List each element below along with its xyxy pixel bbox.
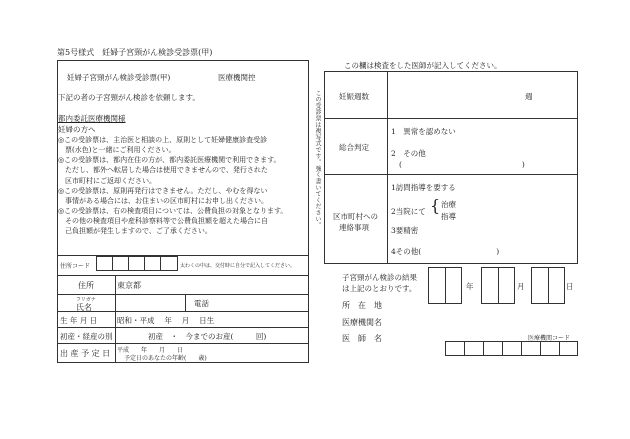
- divider: [483, 341, 484, 356]
- divider: [57, 311, 309, 312]
- divider: [502, 341, 503, 356]
- notice-line: 区市町村にご返却ください。: [58, 176, 156, 185]
- divider: [324, 118, 578, 119]
- facility-name-label: 医療機関名: [342, 318, 382, 327]
- weeks-field[interactable]: [389, 73, 575, 116]
- brace-icon: {: [430, 196, 441, 215]
- doctor-name-label: 医 師 名: [342, 334, 382, 343]
- notice-heading: 妊婦の方へ: [58, 125, 96, 134]
- year-label: 年: [466, 282, 474, 291]
- divider: [445, 267, 446, 304]
- birth-label: 生 年 月 日: [60, 316, 98, 325]
- notice-line: 事情がある場合には、お住まいの区市町村にお申し出ください。: [58, 196, 268, 205]
- due-age-field[interactable]: 予定日のあなたの年齢( 歳): [124, 355, 207, 362]
- day-label: 日: [566, 282, 574, 291]
- contact-option-2a[interactable]: 治療: [441, 200, 456, 209]
- contact-option-2b[interactable]: 指導: [441, 212, 456, 221]
- divider: [57, 327, 309, 328]
- divider: [57, 255, 309, 256]
- contact-option-2[interactable]: 2当院にて: [391, 207, 426, 216]
- divider: [464, 341, 465, 356]
- notice-lines: [58, 135, 287, 236]
- divider: [521, 341, 522, 356]
- weeks-unit: 週: [525, 92, 533, 101]
- weeks-label: 妊娠週数: [339, 92, 369, 101]
- notice-line: ◎この受診票は、都内在住の方が、都内委託医療機関で利用できます。: [58, 156, 281, 165]
- divider: [498, 267, 499, 304]
- notice-line: ◎この受診票は、右の検査項目については、公費負担の対象となります。: [58, 206, 288, 215]
- name-label: 氏名: [76, 303, 92, 312]
- judgement-option-2[interactable]: 2 その他: [391, 149, 426, 158]
- divider: [57, 343, 309, 344]
- notice-line: ◎この受診票は、原則再発行はできません。ただし、やむを得ない: [58, 186, 268, 195]
- divider: [387, 71, 388, 264]
- jusho-code-boxes[interactable]: [96, 256, 178, 271]
- divider: [540, 341, 541, 356]
- divider: [128, 256, 129, 271]
- birth-field[interactable]: 昭和・平成 年 月 日生: [117, 316, 215, 325]
- first-birth-label: 初産・経産の別: [60, 332, 113, 341]
- left-header-title: 妊婦子宮頸がん検診受診票(甲): [67, 73, 171, 82]
- notice-line: ただし、都外へ転居した場合は使用できませんので、発行された: [58, 166, 268, 175]
- contact-label-2: 連絡事項: [339, 223, 369, 232]
- address-label: 住所: [78, 281, 94, 290]
- form-number: 第5号様式 妊婦子宮頸がん検診受診票(甲): [57, 48, 213, 57]
- contact-option-3[interactable]: 3要精密: [391, 226, 419, 235]
- divider: [324, 174, 578, 175]
- request-line: 下記の者の子宮頸がん検診を依頼します。: [58, 93, 200, 102]
- divider: [185, 294, 186, 311]
- judgement-other-field[interactable]: ( ): [399, 160, 525, 169]
- contact-label-1: 区市町村への: [333, 212, 378, 221]
- phone-field[interactable]: [212, 295, 307, 310]
- jusho-code-note: 太わくの中は、交付時に自分で記入してください。: [180, 263, 296, 269]
- facility-code-label: 医療機関コード: [528, 335, 571, 342]
- result-line-2: は上記のとおりです。: [342, 284, 417, 293]
- divider: [112, 256, 113, 271]
- notice-line: ◎この受診票は、主治医と相談の上、原則として妊婦健康診査受診: [58, 136, 268, 144]
- name-field[interactable]: [117, 295, 183, 310]
- judgement-option-1[interactable]: 1 異常を認めない: [391, 127, 456, 136]
- divider: [160, 256, 161, 271]
- contact-option-4[interactable]: 4その他( ): [391, 247, 500, 256]
- address-field[interactable]: 東京都: [117, 281, 141, 290]
- location-label: 所 在 地: [342, 301, 382, 310]
- result-line-1: 子宮頸がん検診の結果: [342, 273, 417, 282]
- left-header-org: 医療機関控: [218, 73, 256, 82]
- furigana-label: フリガナ: [76, 297, 96, 303]
- due-date-label: 出 産 予 定 日: [60, 349, 111, 358]
- divider: [144, 256, 145, 271]
- due-date-field[interactable]: 平成 年 月 日: [117, 347, 184, 354]
- divider: [559, 341, 560, 356]
- copy-notice: この受診票は複写式です。強く書いてください。: [314, 90, 321, 229]
- phone-label: 電話: [194, 299, 209, 308]
- delegation-label: 都内委託医療機関様: [58, 114, 126, 123]
- divider: [548, 267, 549, 304]
- notice-line: その他の検査項目や産科診察料等で公費負担額を超えた場合に自: [58, 217, 268, 226]
- month-label: 月: [517, 282, 525, 291]
- notice-line: 票(水色)と一緒にご利用ください。: [58, 146, 176, 155]
- right-header: この欄は検査をした医師が記入してください。: [344, 61, 502, 70]
- contact-option-1[interactable]: 1訪問指導を要する: [391, 183, 456, 192]
- notice-line: 己負担額が発生しますので、ご了承ください。: [58, 227, 212, 236]
- divider: [115, 275, 116, 363]
- jusho-code-label: 住所コード: [60, 263, 91, 270]
- judgement-label: 総合判定: [339, 143, 369, 152]
- first-birth-field[interactable]: 初産 ・ 今までのお産( 回): [148, 332, 267, 341]
